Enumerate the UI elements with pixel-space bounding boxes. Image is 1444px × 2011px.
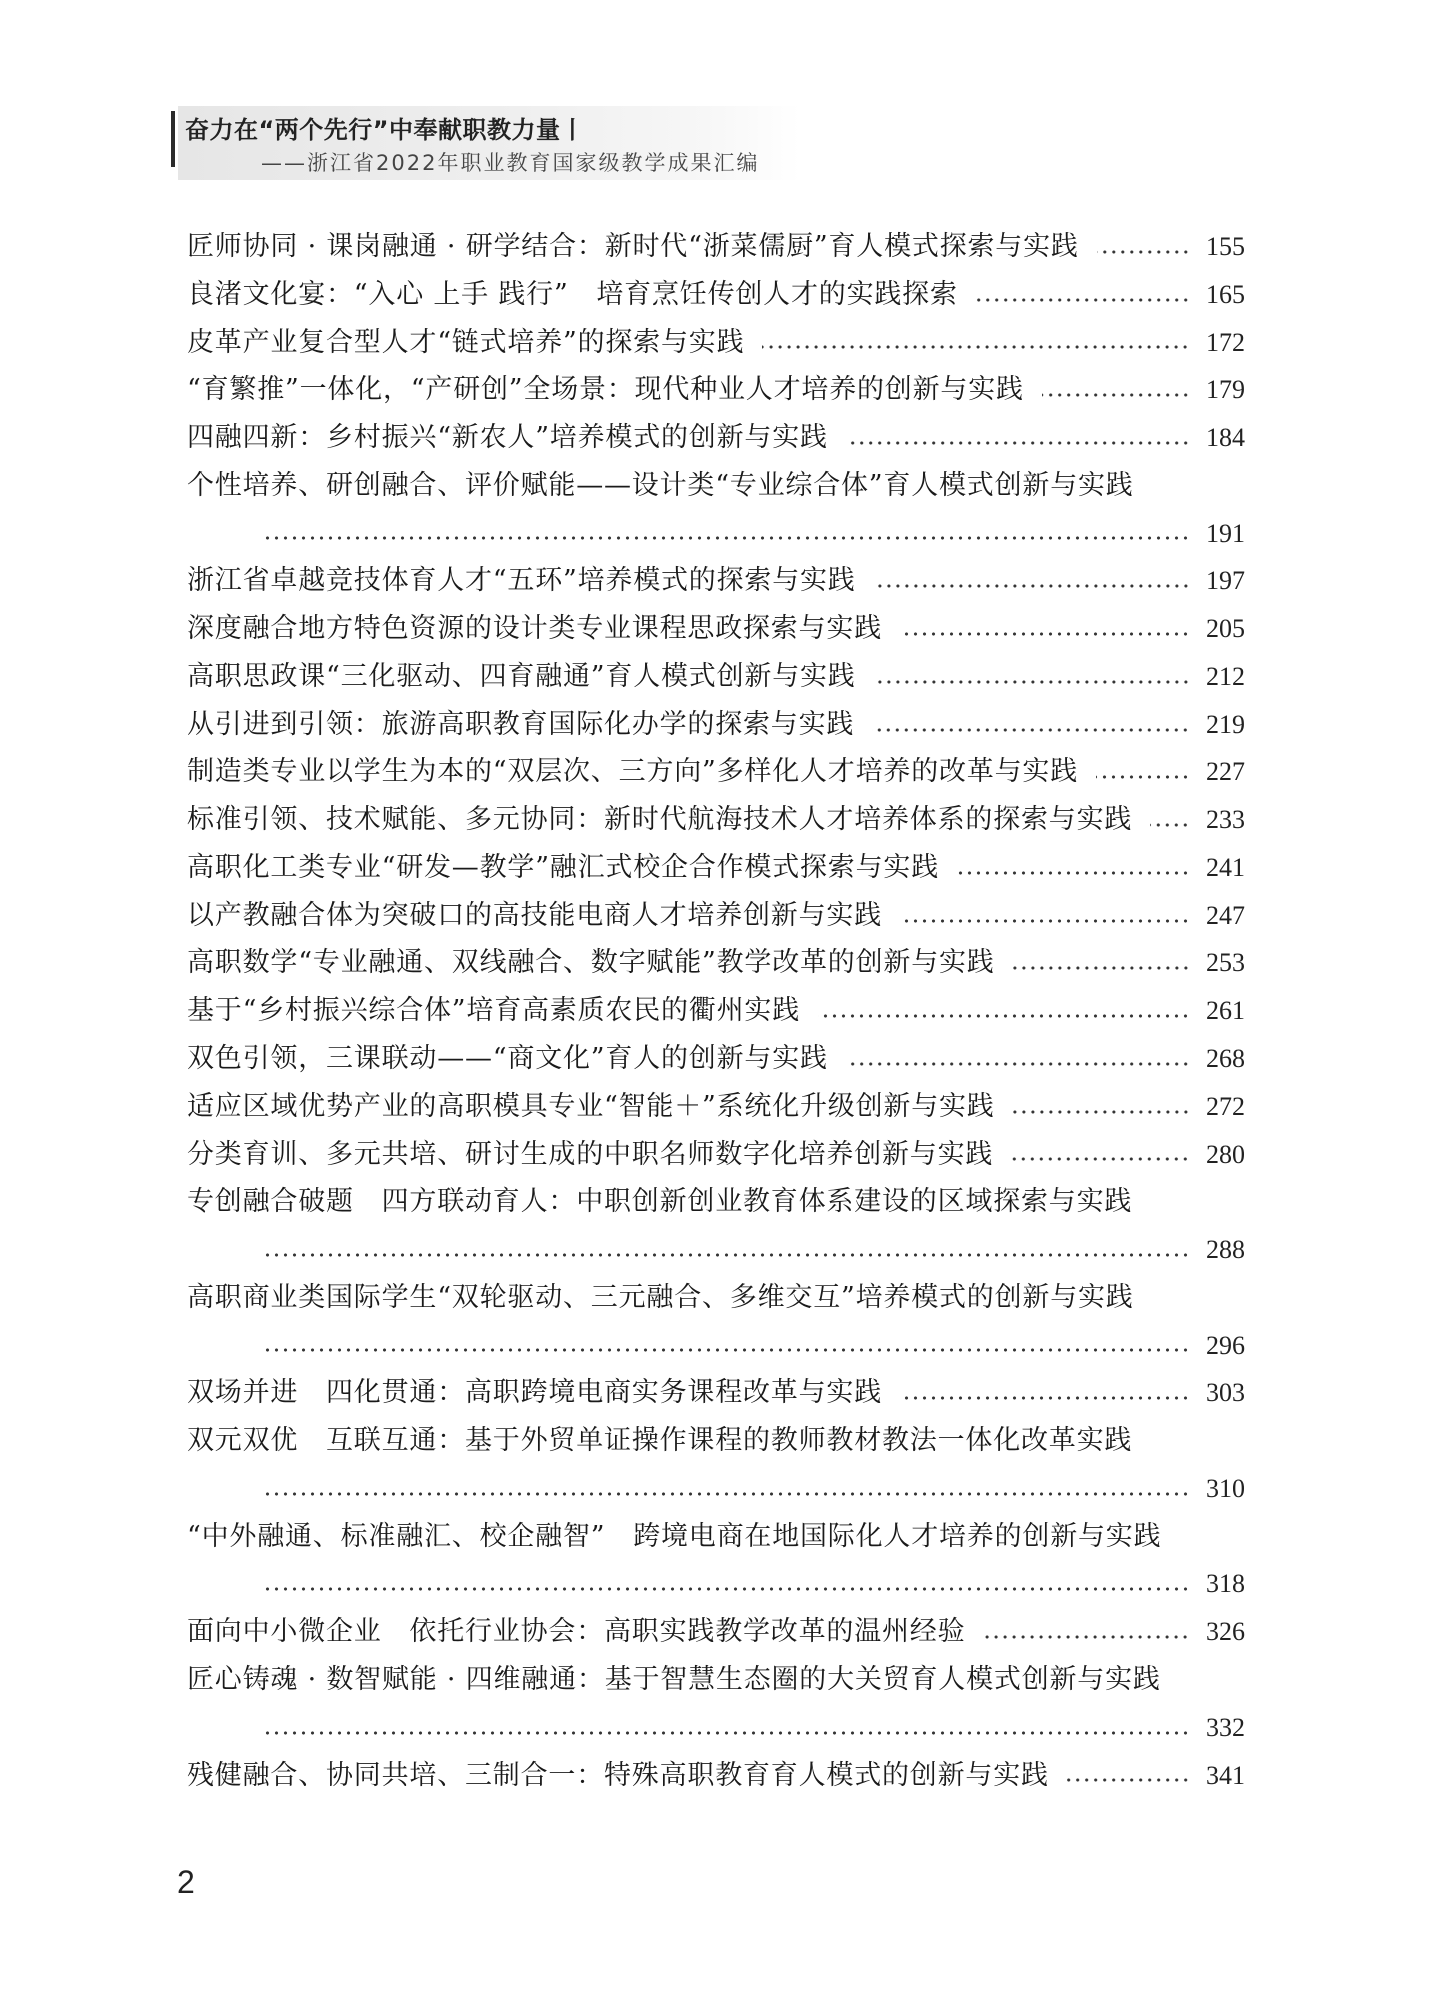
- toc-entry-page: 179: [1206, 375, 1245, 405]
- toc-entry-title: 匠师协同 · 课岗融通 · 研学结合：新时代“浙菜儒厨”育人模式探索与实践: [187, 231, 1079, 262]
- toc-entry-title: 从引进到引领：旅游高职教育国际化办学的探索与实践: [187, 708, 855, 740]
- toc-entry-line: [187, 796, 1245, 844]
- toc-entry-title: 面向中小微企业 依托行业协会：高职实践教学改革的温州经验: [187, 1616, 966, 1648]
- toc-entry-line: [187, 605, 1245, 653]
- toc-entry-title: 良渚文化宴：“入心 上手 践行” 培育烹饪传创人才的实践探索: [187, 278, 958, 310]
- leader-dots: [1013, 965, 1190, 971]
- toc-entry: [187, 1083, 1245, 1131]
- toc-entry-line: [187, 1035, 1245, 1083]
- toc-entry-line: [187, 1560, 1245, 1608]
- table-of-contents: [187, 223, 1245, 1799]
- toc-entry-page: 332: [1206, 1712, 1245, 1742]
- leader-dots: [846, 440, 1190, 446]
- toc-entry-page: 341: [1206, 1760, 1245, 1790]
- leader-dots: [261, 1347, 1190, 1353]
- toc-entry-line: [187, 1752, 1245, 1800]
- toc-entry: [187, 1178, 1245, 1274]
- toc-entry-title: 分类育训、多元共培、研讨生成的中职名师数字化培养创新与实践: [187, 1138, 994, 1170]
- toc-entry: [187, 366, 1245, 414]
- toc-entry-page: 191: [1206, 518, 1245, 548]
- toc-entry-page: 303: [1206, 1378, 1245, 1408]
- running-header-rule: [171, 111, 175, 167]
- toc-entry-line: [187, 462, 1245, 510]
- leader-dots: [261, 535, 1190, 541]
- toc-entry: [187, 1274, 1245, 1370]
- leader-dots: [818, 1013, 1190, 1019]
- toc-entry: [187, 653, 1245, 701]
- toc-entry-page: 205: [1206, 614, 1245, 644]
- toc-entry: [187, 1656, 1245, 1752]
- leader-dots: [1011, 1156, 1190, 1162]
- toc-entry: [187, 605, 1245, 653]
- toc-entry-page: 212: [1206, 661, 1245, 691]
- leader-dots: [874, 679, 1190, 685]
- toc-entry-title: 制造类专业以学生为本的“双层次、三方向”多样化人才培养的改革与实践: [187, 756, 1079, 788]
- toc-entry: [187, 462, 1245, 558]
- toc-entry-line: [187, 271, 1245, 319]
- toc-entry-title: 标准引领、技术赋能、多元协同：新时代航海技术人才培养体系的探索与实践: [187, 804, 1133, 836]
- toc-entry-line: [187, 701, 1245, 749]
- toc-entry-line: [187, 1369, 1245, 1417]
- toc-entry-title: 个性培养、研创融合、评价赋能——设计类“专业综合体”育人模式创新与实践: [187, 469, 1134, 501]
- toc-entry: [187, 271, 1245, 319]
- leader-dots: [261, 1730, 1190, 1736]
- toc-entry-title: 残健融合、协同共培、三制合一：特殊高职教育育人模式的创新与实践: [187, 1759, 1049, 1791]
- leader-dots: [1067, 1777, 1190, 1783]
- toc-entry: [187, 1035, 1245, 1083]
- toc-entry-title: 深度融合地方特色资源的设计类专业课程思政探索与实践: [187, 613, 882, 645]
- leader-dots: [1150, 822, 1190, 828]
- leader-dots: [762, 344, 1190, 350]
- leader-dots: [846, 1061, 1190, 1067]
- toc-entry: [187, 939, 1245, 987]
- toc-entry-line: [187, 1274, 1245, 1322]
- toc-entry-line: [187, 1131, 1245, 1179]
- toc-entry: [187, 844, 1245, 892]
- leader-dots: [261, 1586, 1190, 1592]
- toc-entry-line: [187, 223, 1245, 271]
- toc-entry-page: 155: [1206, 232, 1245, 261]
- toc-entry-title: 以产教融合体为突破口的高技能电商人才培养创新与实践: [187, 899, 882, 931]
- leader-dots: [1096, 774, 1190, 780]
- toc-entry-title: 专创融合破题 四方联动育人：中职创新创业教育体系建设的区域探索与实践: [187, 1186, 1133, 1218]
- toc-entry-line: [187, 1322, 1245, 1370]
- toc-entry-title: “中外融通、标准融汇、校企融智” 跨境电商在地国际化人才培养的创新与实践: [187, 1520, 1162, 1552]
- toc-entry-title: 适应区域优势产业的高职模具专业“智能＋”系统化升级创新与实践: [187, 1090, 995, 1122]
- toc-entry-page: 296: [1206, 1330, 1245, 1360]
- toc-entry: [187, 1608, 1245, 1656]
- toc-entry: [187, 223, 1245, 271]
- toc-entry: [187, 748, 1245, 796]
- toc-entry-line: [187, 1704, 1245, 1752]
- toc-entry-title: 高职化工类专业“研发—教学”融汇式校企合作模式探索与实践: [187, 851, 940, 883]
- toc-entry: [187, 1417, 1245, 1513]
- toc-entry-page: 288: [1206, 1235, 1245, 1265]
- toc-entry-line: [187, 319, 1245, 367]
- toc-entry-line: [187, 653, 1245, 701]
- toc-entry-title: 高职商业类国际学生“双轮驱动、三元融合、多维交互”培养模式的创新与实践: [187, 1281, 1134, 1313]
- toc-entry-line: [187, 748, 1245, 796]
- running-header-subtitle: ——浙江省2022年职业教育国家级教学成果汇编: [261, 151, 760, 175]
- toc-entry-page: 197: [1206, 566, 1245, 596]
- toc-entry: [187, 796, 1245, 844]
- toc-entry-page: 280: [1206, 1139, 1245, 1169]
- toc-entry-page: 227: [1206, 757, 1245, 787]
- toc-entry-line: [187, 1178, 1245, 1226]
- toc-entry-line: [187, 414, 1245, 462]
- toc-entry-line: [187, 844, 1245, 892]
- toc-entry: [187, 319, 1245, 367]
- toc-entry-title: 高职思政课“三化驱动、四育融通”育人模式创新与实践: [187, 660, 856, 692]
- toc-entry: [187, 1513, 1245, 1609]
- toc-entry-page: 247: [1206, 900, 1245, 930]
- running-header-title: 奋力在“两个先行”中奉献职教力量丨: [185, 116, 586, 144]
- toc-entry-title: 双元双优 互联互通：基于外贸单证操作课程的教师教材教法一体化改革实践: [187, 1425, 1133, 1457]
- toc-entry-page: 261: [1206, 996, 1245, 1026]
- toc-entry: [187, 1369, 1245, 1417]
- toc-entry-title: 基于“乡村振兴综合体”培育高素质农民的衢州实践: [187, 995, 801, 1027]
- toc-entry-page: 268: [1206, 1044, 1245, 1074]
- toc-entry: [187, 987, 1245, 1035]
- toc-entry-title: 匠心铸魂 · 数智赋能 · 四维融通：基于智慧生态圈的大关贸育人模式创新与实践: [187, 1663, 1161, 1695]
- toc-entry-title: 皮革产业复合型人才“链式培养”的探索与实践: [187, 326, 745, 358]
- toc-entry-line: [187, 1513, 1245, 1561]
- leader-dots: [1097, 249, 1190, 255]
- toc-entry-page: 241: [1206, 852, 1245, 882]
- toc-entry-page: 184: [1206, 423, 1245, 453]
- leader-dots: [261, 1252, 1190, 1258]
- toc-entry-page: 219: [1206, 709, 1245, 739]
- toc-entry-page: 233: [1206, 805, 1245, 835]
- toc-entry-line: [187, 366, 1245, 414]
- toc-entry-line: [187, 987, 1245, 1035]
- toc-entry-page: 310: [1206, 1473, 1245, 1503]
- toc-entry-title: 浙江省卓越竞技体育人才“五环”培养模式的探索与实践: [187, 565, 856, 597]
- toc-entry-title: 双色引领，三课联动——“商文化”育人的创新与实践: [187, 1043, 828, 1075]
- toc-entry-line: [187, 1465, 1245, 1513]
- toc-entry: [187, 1131, 1245, 1179]
- leader-dots: [900, 631, 1190, 637]
- leader-dots: [261, 1491, 1190, 1497]
- toc-entry-line: [187, 1083, 1245, 1131]
- toc-entry: [187, 892, 1245, 940]
- leader-dots: [976, 297, 1190, 303]
- leader-dots: [874, 583, 1190, 589]
- leader-dots: [900, 918, 1190, 924]
- toc-entry-title: 双场并进 四化贯通：高职跨境电商实务课程改革与实践: [187, 1377, 882, 1409]
- toc-entry-line: [187, 1608, 1245, 1656]
- toc-entry-line: [187, 1417, 1245, 1465]
- toc-entry-title: 四融四新：乡村振兴“新农人”培养模式的创新与实践: [187, 422, 828, 454]
- leader-dots: [872, 727, 1190, 733]
- toc-entry-page: 272: [1206, 1091, 1245, 1121]
- toc-entry-title: “育繁推”一体化，“产研创”全场景：现代种业人才培养的创新与实践: [187, 374, 1024, 406]
- toc-entry-page: 253: [1206, 948, 1245, 978]
- toc-entry-page: 326: [1206, 1617, 1245, 1647]
- toc-entry: [187, 414, 1245, 462]
- leader-dots: [1042, 392, 1190, 398]
- leader-dots: [983, 1634, 1190, 1640]
- toc-entry-page: 318: [1206, 1569, 1245, 1599]
- toc-entry-line: [187, 557, 1245, 605]
- toc-entry: [187, 1752, 1245, 1800]
- leader-dots: [1013, 1109, 1190, 1115]
- toc-entry-line: [187, 1656, 1245, 1704]
- toc-entry-line: [187, 892, 1245, 940]
- toc-entry-line: [187, 939, 1245, 987]
- page-number: 2: [177, 1864, 195, 1900]
- toc-entry-line: [187, 1226, 1245, 1274]
- toc-entry-title: 高职数学“专业融通、双线融合、数字赋能”教学改革的创新与实践: [187, 947, 995, 979]
- leader-dots: [900, 1395, 1190, 1401]
- toc-entry-page: 172: [1206, 327, 1245, 357]
- toc-entry: [187, 557, 1245, 605]
- toc-entry-page: 165: [1206, 279, 1245, 309]
- toc-entry: [187, 701, 1245, 749]
- leader-dots: [957, 870, 1190, 876]
- toc-entry-line: [187, 510, 1245, 558]
